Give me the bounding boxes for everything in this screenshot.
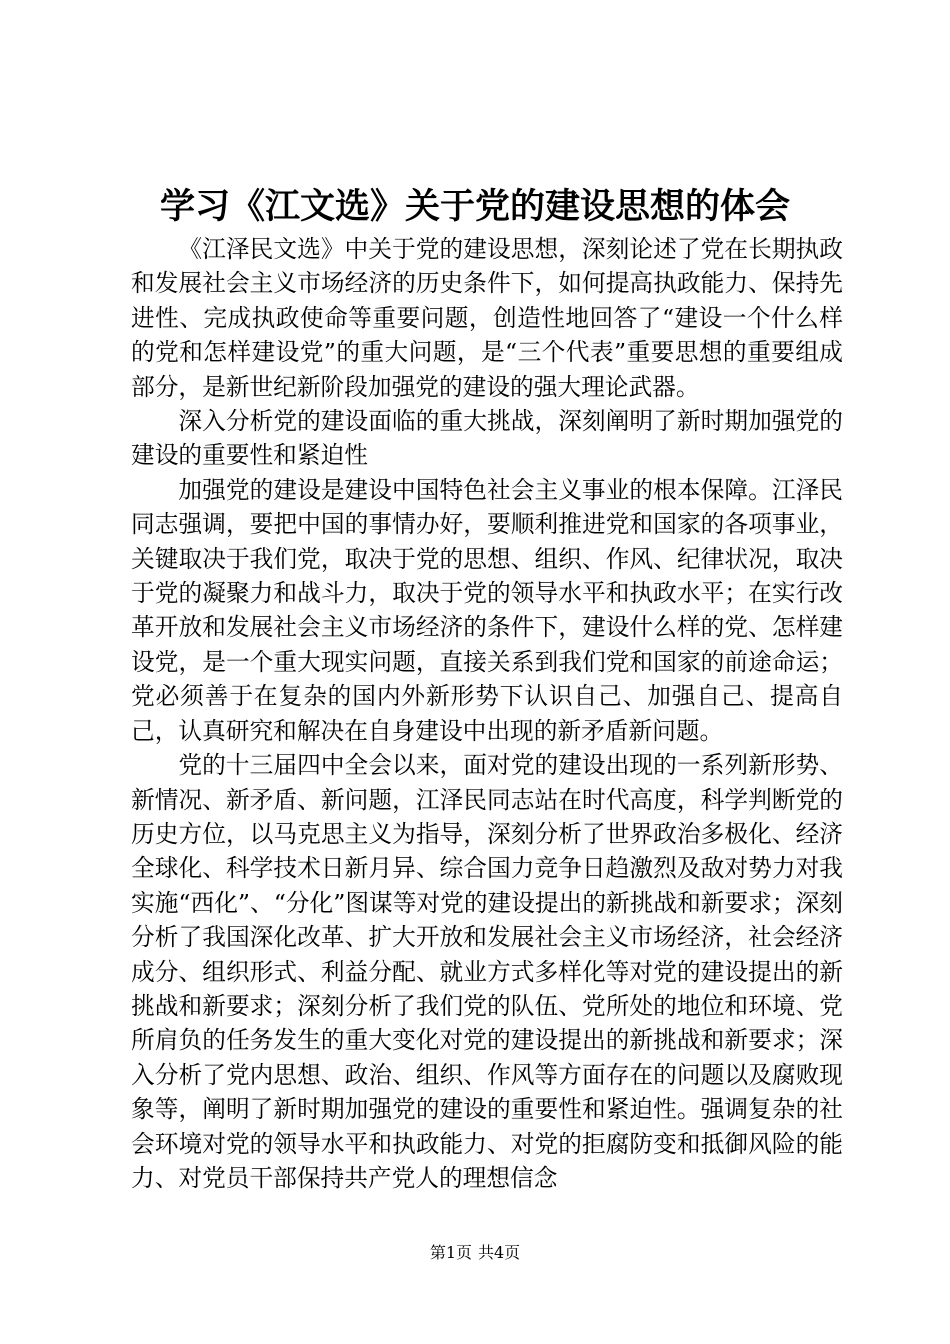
paragraph-1: 《江泽民文选》中关于党的建设思想，深刻论述了党在长期执政和发展社会主义市场经济的历史条件下，如何提高执政能力、保持先进性、完成执政使命等重要问题，创造性地回答了“建设一个什么样的党和怎样建设党”的重大问题，是“三个代表”重要思想的重要组成部分，是新世纪新阶段加强党的建设的强大理论武器。 <box>131 235 843 401</box>
paragraph-4: 党的十三届四中全会以来，面对党的建设出现的一系列新形势、新情况、新矛盾、新问题，江泽民同志站在时代高度，科学判断党的历史方位，以马克思主义为指导，深刻分析了世界政治多极化、经济全球化、科学技术日新月异、综合国力竞争日趋激烈及敌对势力对我实施“西化”、“分化”图谋等对党的建设提出的新挑战和新要求；深刻分析了我国深化改革、扩大开放和发展社会主义市场经济，社会经济成分、组织形式、利益分配、就业方式多样化等对党的建设提出的新挑战和新要求；深刻分析了我们党的队伍、党所处的地位和环境、党所肩负的任务发生的重大变化对党的建设提出的新挑战和新要求；深入分析了党内思想、政治、组织、作风等方面存在的问题以及腐败现象等，阐明了新时期加强党的建设的重要性和紧迫性。强调复杂的社会环境对党的领导水平和执政能力、对党的拒腐防变和抵御风险的能力、对党员干部保持共产党人的理想信念 <box>131 751 843 1192</box>
document-title: 学习《江文选》关于党的建设思想的体会 <box>159 186 790 227</box>
page-number-current: 第1页 <box>429 1243 472 1262</box>
paragraph-3: 加强党的建设是建设中国特色社会主义事业的根本保障。江泽民同志强调，要把中国的事情办好，要顺利推进党和国家的各项事业，关键取决于我们党，取决于党的思想、组织、作风、纪律状况，取决于党的凝聚力和战斗力，取决于党的领导水平和执政水平；在实行改革开放和发展社会主义市场经济的条件下，建设什么样的党、怎样建设党，是一个重大现实问题，直接关系到我们党和国家的前途命运；党必须善于在复杂的国内外新形势下认识自己、加强自己、提高自己，认真研究和解决在自身建设中出现的新矛盾新问题。 <box>131 475 843 745</box>
document-body <box>131 232 843 1195</box>
page-footer <box>0 1243 950 1263</box>
page-number-total: 共4页 <box>478 1243 521 1262</box>
paragraph-2: 深入分析党的建设面临的重大挑战，深刻阐明了新时期加强党的建设的重要性和紧迫性 <box>131 407 843 470</box>
